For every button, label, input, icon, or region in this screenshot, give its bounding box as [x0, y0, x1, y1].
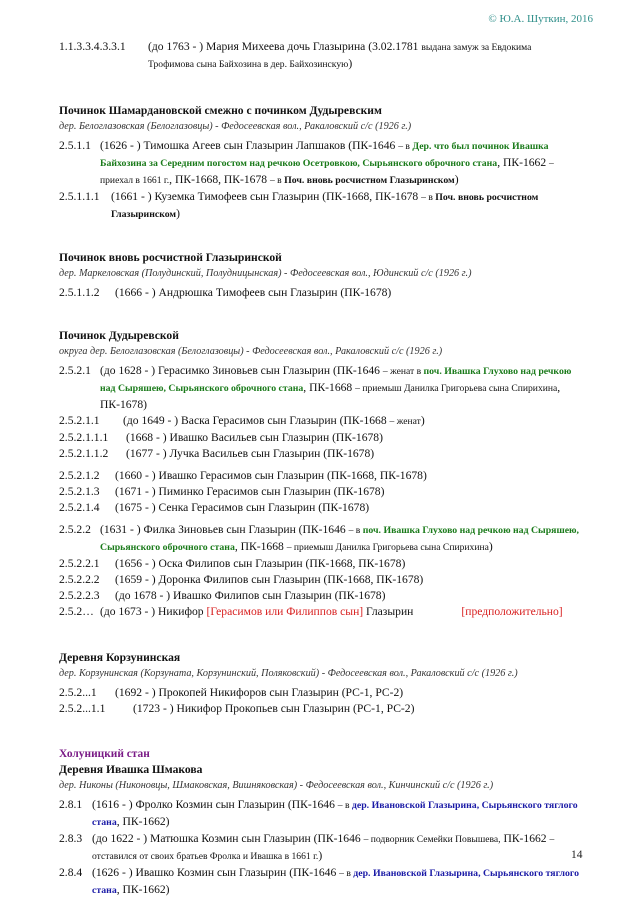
- entry: 2.5.2.1.1.1 (1668 - ) Ивашко Васильев сын Глазырин (ПК-1678): [59, 431, 383, 444]
- section-title: Починок Дудыревской: [59, 329, 179, 342]
- entry: 2.5.2.2 (1631 - ) Филка Зиновьев сын Глазырин (ПК-1646 – в поч. Ивашка Глухово над речкою над Сыряшею, Сырьянского оброчного стана, ПК-1668 – приемыш Данилка Григорьева сына Спирихина): [59, 523, 579, 553]
- section-dudyrevskoy: [59, 328, 579, 620]
- page-number: 14: [571, 849, 583, 861]
- section-location: дер. Маркеловская (Полудинский, Полудницынская) - Федосеевская вол., Юдинский с/с (1926 г.): [59, 268, 472, 279]
- entry: 2.8.3 (до 1622 - ) Матюшка Козмин сын Глазырин (ПК-1646 – подворник Семейки Повышева, ПК-1662 – отставился от своих братьев Фролка и Ивашка в 1661 г.): [59, 832, 555, 862]
- section-location: дер. Корзунинская (Корзуната, Корзунинский, Поляковский) - Федосеевская вол., Ракаловский с/с (1926 г.): [59, 668, 518, 679]
- entry: 2.5.2.2.3 (до 1678 - ) Ивашко Филипов сын Глазырин (ПК-1678): [59, 589, 386, 602]
- section-title: Деревня Корзунинская: [59, 651, 181, 664]
- entry: 2.5.2.1.2 (1660 - ) Ивашко Герасимов сын Глазырин (ПК-1668, ПК-1678): [59, 469, 427, 482]
- entry-number: 1.1.3.3.4.3.3.1: [59, 40, 126, 53]
- entry: 2.5.2.1 (до 1628 - ) Герасимко Зиновьев сын Глазырин (ПК-1646 – женат в поч. Ивашка Глухово над речкою над Сыряшею, Сырьянского оброчного стана, ПК-1668 – приемыш Данилка Григорьева сына Спирихина, ПК-1678): [59, 364, 572, 411]
- presumed-note: [предположительно]: [461, 605, 563, 618]
- entry: 2.5.2...1.1 (1723 - ) Никифор Прокопьев сын Глазырин (РС-1, РС-2): [59, 702, 415, 715]
- entry: 2.5.2.1.1 (до 1649 - ) Васка Герасимов сын Глазырин (ПК-1668 – женат): [59, 414, 425, 427]
- section-title: Деревня Ивашка Шмакова: [59, 763, 203, 776]
- section-title: Починок вновь росчистной Глазыринской: [59, 251, 282, 264]
- entry: 2.5.2.1.3 (1671 - ) Пиминко Герасимов сын Глазырин (ПК-1678): [59, 485, 385, 498]
- section-location: дер. Белоглазовская (Белоглазовцы) - Федосеевская вол., Ракаловский с/с (1926 г.): [59, 121, 412, 132]
- section-korzuninskaya: [59, 650, 579, 717]
- entry-intro: 1.1.3.3.4.3.3.1 (до 1763 - ) Мария Михеева дочь Глазырина (3.02.1781 выдана замуж за Евдокима Трофимова сына Байхозина в дер. Байхозинскую): [59, 40, 532, 70]
- section-title: Починок Шамардановской смежно с починком Дудыревским: [59, 104, 382, 117]
- entry: 2.5.2.1.4 (1675 - ) Сенка Герасимов сын Глазырин (ПК-1678): [59, 501, 370, 514]
- entry: 2.5.1.1 (1626 - ) Тимошка Агеев сын Глазырин Лапшаков (ПК-1646 – в Дер. что был починок Ивашка Байхозина за Середним погостом над речкою Осетровкою, Сырьянского оброчного стана, ПК-1662 – приехал в 1661 г., ПК-1668, ПК-1678 – в Поч. вновь росчистном Глазыринском): [59, 139, 554, 186]
- section-shamardanovskoy: [59, 103, 579, 223]
- stan-title: Холуницкий стан: [59, 748, 150, 760]
- entry: 2.8.4 (1626 - ) Ивашко Козмин сын Глазырин (ПК-1646 – в дер. Ивановской Глазырина, Сырьянского тяглого стана, ПК-1662): [59, 866, 580, 896]
- section-location: дер. Никоны (Никоновцы, Шмаковская, Вишняковская) - Федосеевская вол., Кинчинский с/с (1926 г.): [59, 780, 494, 791]
- section-ivashka-shmakova: [59, 747, 579, 899]
- section-vnov-roschistnoy: [59, 250, 579, 301]
- page-content: [59, 37, 579, 899]
- entry: 2.5.2...1 (1692 - ) Прокопей Никифоров сын Глазырин (РС-1, РС-2): [59, 686, 404, 699]
- section-location: округа дер. Белоглазовская (Белоглазовцы) - Федосеевская вол., Ракаловский с/с (1926 г.): [59, 346, 443, 357]
- entry: 2.5.2.1.1.2 (1677 - ) Лучка Васильев сын Глазырин (ПК-1678): [59, 447, 375, 460]
- copyright: © Ю.А. Шуткин, 2016: [488, 13, 593, 25]
- entry: 2.8.1 (1616 - ) Фролко Козмин сын Глазырин (ПК-1646 – в дер. Ивановской Глазырина, Сырьянского тяглого стана, ПК-1662): [59, 798, 578, 828]
- entry: 2.5.1.1.2 (1666 - ) Андрюшка Тимофеев сын Глазырин (ПК-1678): [59, 286, 392, 299]
- entry: 2.5.2.2.2 (1659 - ) Доронка Филипов сын Глазырин (ПК-1668, ПК-1678): [59, 573, 424, 586]
- entry: 2.5.2.2.1 (1656 - ) Оска Филипов сын Глазырин (ПК-1668, ПК-1678): [59, 557, 406, 570]
- uncertain-parent-note: [Герасимов или Филиппов сын]: [206, 605, 364, 618]
- entry: 2.5.1.1.1 (1661 - ) Куземка Тимофеев сын Глазырин (ПК-1668, ПК-1678 – в Поч. вновь росчистном Глазыринском): [59, 190, 539, 220]
- entry: 2.5.2… (до 1673 - ) Никифор [Герасимов или Филиппов сын] Глазырин [предположительно]: [59, 605, 563, 618]
